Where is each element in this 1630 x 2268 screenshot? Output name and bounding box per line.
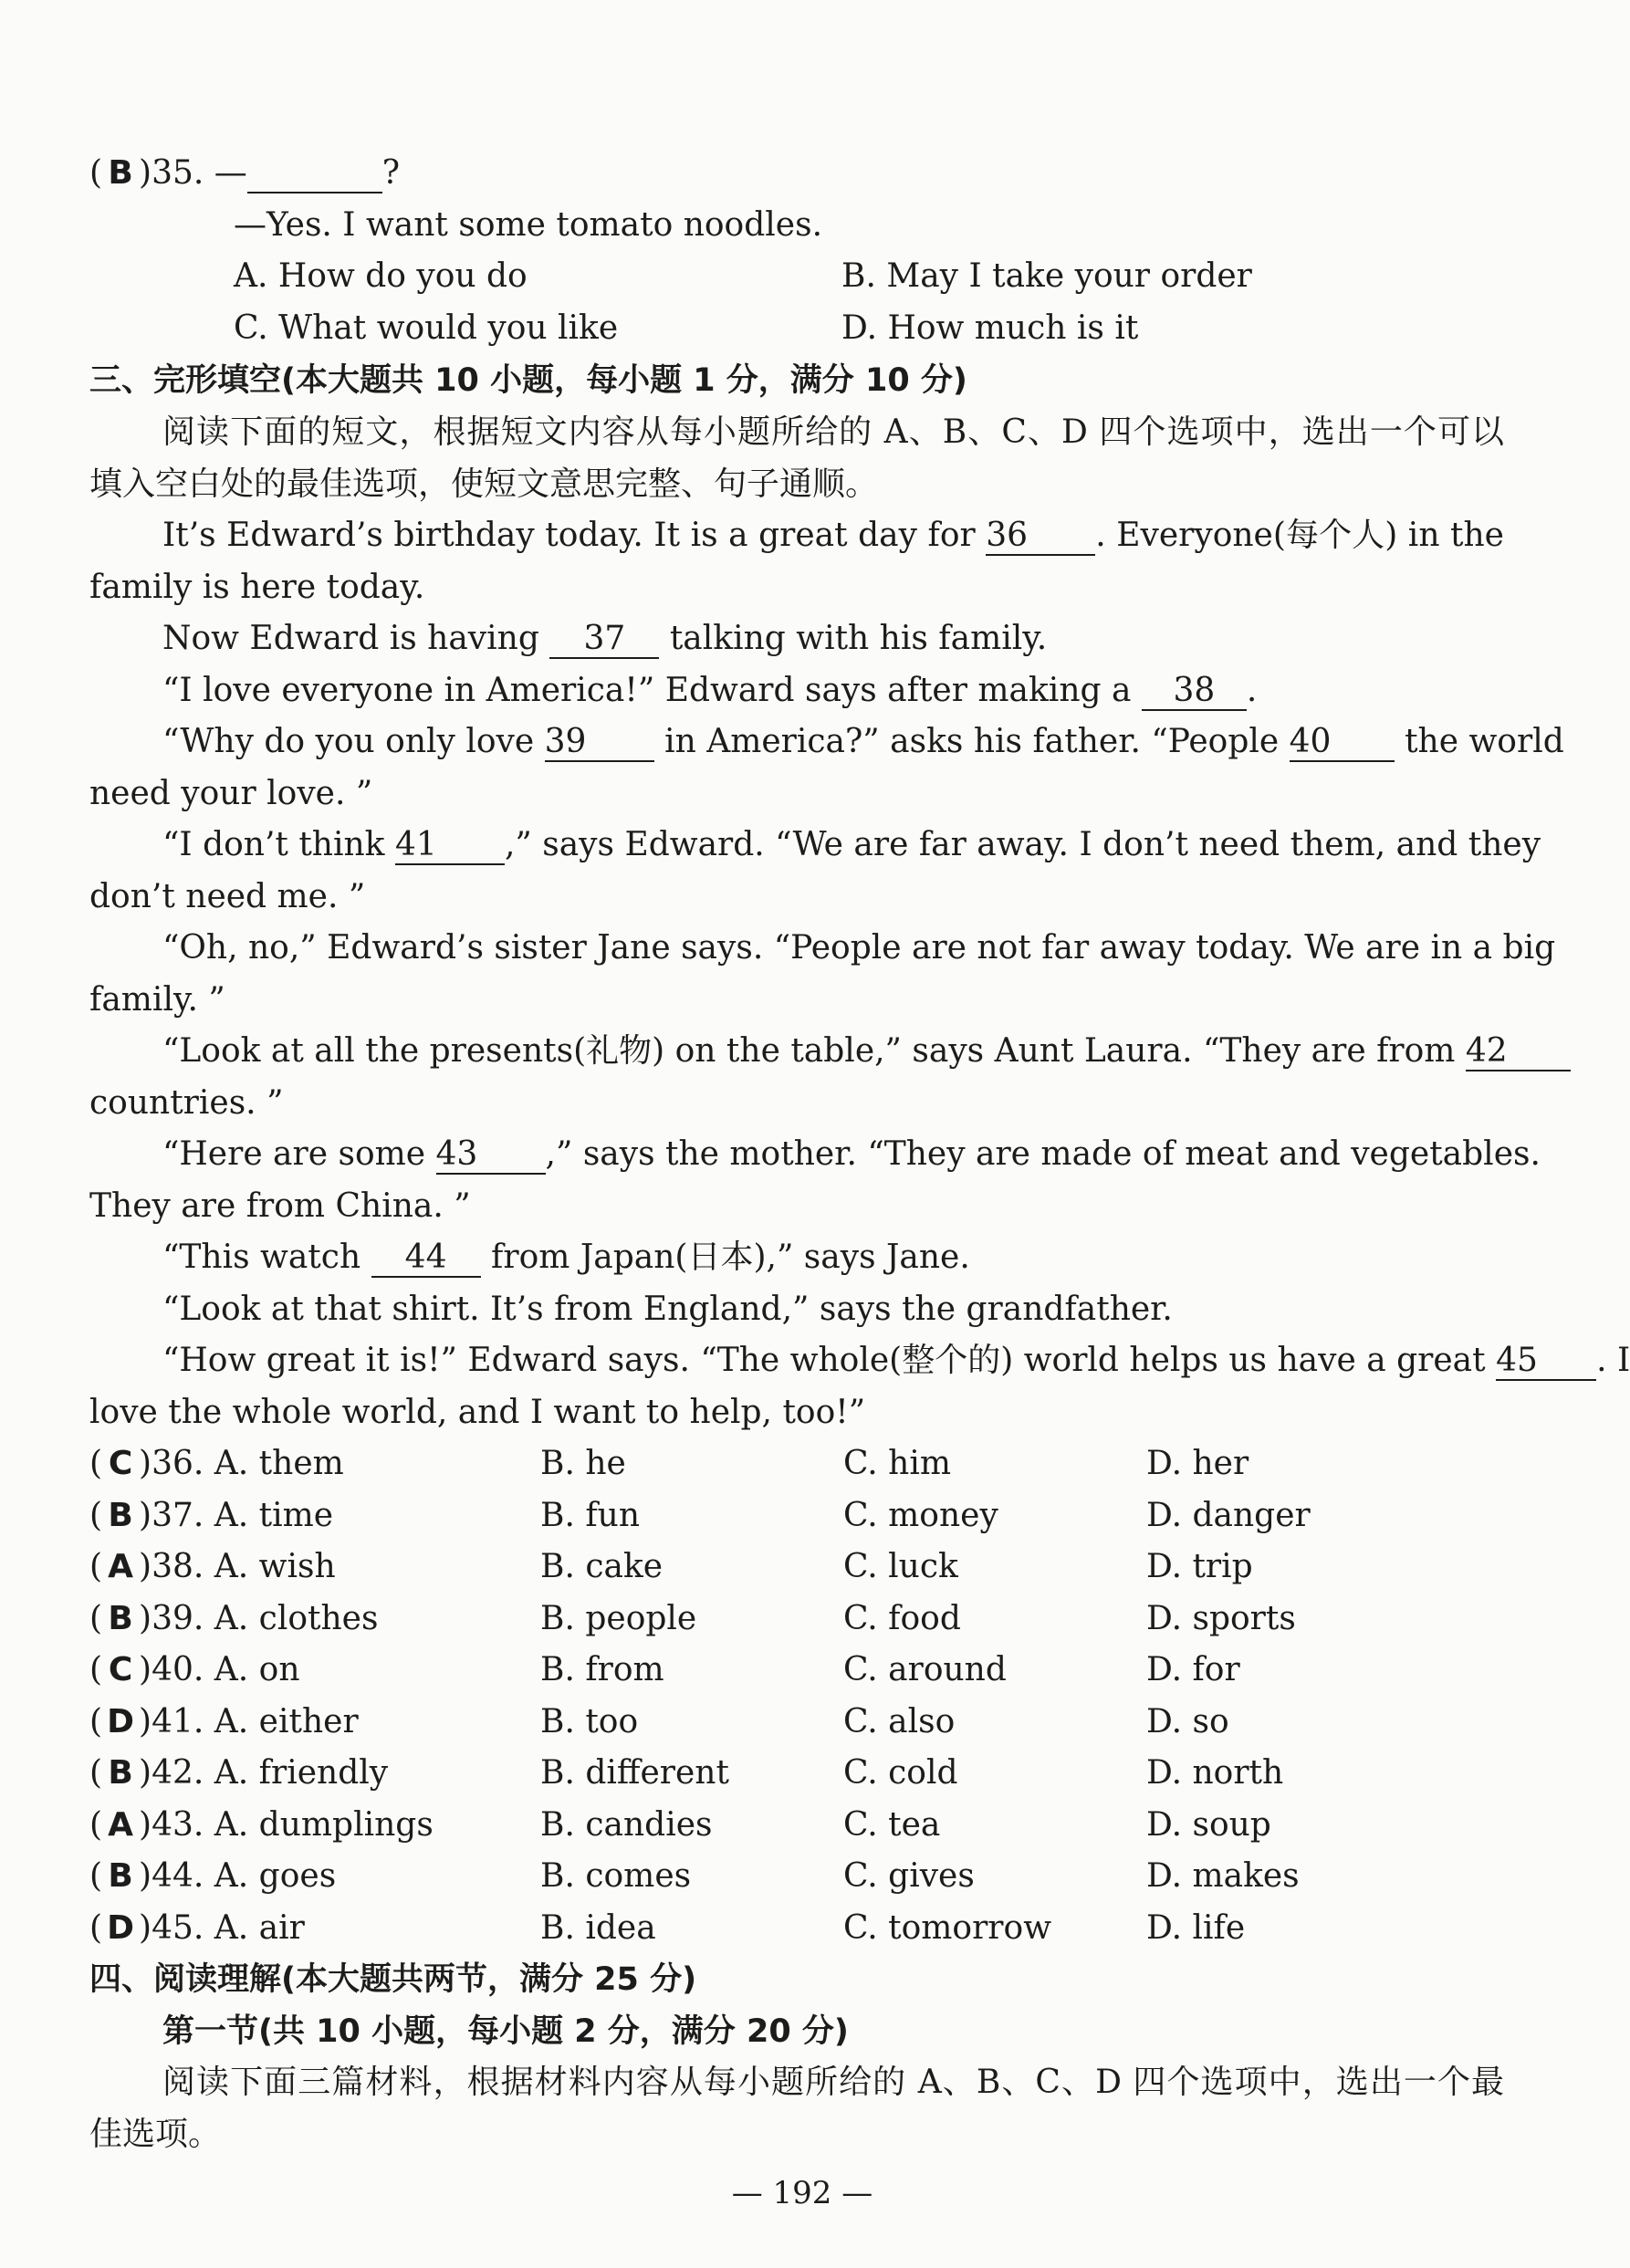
blank-39: 39 — [545, 724, 654, 762]
passage-paragraph-4-cont: need your love. ” — [89, 775, 373, 812]
section-3-instruction-cont: 填入空白处的最佳选项，使短文意思完整、句子通顺。 — [89, 465, 879, 503]
passage-paragraph-1: It’s Edward’s birthday today. It is a great day for 36 . Everyone(每个人) in the — [162, 517, 1504, 554]
passage-paragraph-8-cont: They are from China. ” — [89, 1187, 471, 1225]
answer-43: A — [108, 1806, 133, 1844]
answer-40: C — [108, 1651, 133, 1688]
blank-42: 42 — [1466, 1033, 1571, 1071]
passage-paragraph-9: “This watch 44 from Japan(日本),” says Jane. — [162, 1239, 970, 1276]
answer-44: B — [108, 1857, 133, 1895]
answer-41: D — [107, 1703, 134, 1740]
blank-36: 36 — [986, 517, 1095, 556]
blank-41: 41 — [395, 827, 505, 865]
passage-paragraph-3: “I love everyone in America!” Edward says after making a 38 . — [162, 672, 1258, 709]
passage-paragraph-2: Now Edward is having 37 talking with his family. — [162, 620, 1048, 657]
passage-paragraph-6-cont: family. ” — [89, 981, 225, 1019]
passage-paragraph-11: “How great it is!” Edward says. “The whole(整个的) world helps us have a great 45 . I — [162, 1342, 1630, 1379]
blank-45: 45 — [1496, 1343, 1596, 1381]
passage-paragraph-4: “Why do you only love 39 in America?” asks his father. “People 40 the world — [162, 723, 1564, 760]
section-4-instruction: 阅读下面三篇材料，根据材料内容从每小题所给的 A、B、C、D 四个选项中，选出一个最 — [162, 2064, 1504, 2101]
section-4-heading: 四、阅读理解(本大题共两节，满分 25 分) — [89, 1961, 697, 1998]
blank-44: 44 — [371, 1239, 481, 1278]
question-35-option-c: C. What would you like — [234, 309, 619, 347]
answer-39: B — [108, 1600, 133, 1637]
question-35-option-a: A. How do you do — [234, 257, 528, 295]
blank-43: 43 — [436, 1136, 546, 1175]
answer-45: D — [107, 1909, 134, 1947]
answer-38: A — [108, 1548, 133, 1585]
question-35-stem: ( B )35. — ? — [89, 151, 400, 196]
question-35-reply: —Yes. I want some tomato noodles. — [234, 206, 823, 244]
blank-38: 38 — [1142, 673, 1247, 711]
section-4-subheading: 第一节(共 10 小题，每小题 2 分，满分 20 分) — [162, 2013, 849, 2050]
passage-paragraph-5-cont: don’t need me. ” — [89, 878, 366, 915]
blank-37: 37 — [549, 621, 659, 659]
exam-page: ( B )35. — ? —Yes. I want some tomato noodles. A. How do you do B. May I take your order C. What would you like D. How much is it 三、完形填空(本大题共 10 小题，每小题 1 分，满分 10 分) 阅读下面的短文，根据短文内容从每小题所给的 A、B、C、D 四个选项中，选出一个可以 填入空白处的最佳选项，使短文意思完整、句子通顺。 It’s Edward’s birthday today. It is a great day for 36 . Everyone(每个人) in the family is here today. Now Edward is having 37 talking with his family. “I love everyone in America!” Edward says after making a 38 . “Why do you only love 39 in America?” asks his father. “People 40 the world need your love. ” “I don’t think 41 ,” says Edward. “We are far away. I don’t need them, and they don’t need me. ” “Oh, no,” Edward’s sister Jane says. “People are not far away today. We are in a big family. ” “Look at all the presents(礼物) on the table,” says Aunt Laura. “They are from 42 countries. ” “Here are some 43 ,” says the mother. “They are made of meat and vegetables. They are from China. ” “This watch 44 from Japan(日本),” says Jane. “Look at that shirt. It’s from England,” says the grandfather. “How great it is!” Edward says. “The whole(整个的) world helps us have a great 45 . I love the whole world, and I want to help, too!” ( C )36. A. them B. he C. him D. her ( B )37. A. time B. fun C. money D. danger ( A )38. A. wish B. cake C. luck D. trip ( B )39. A. clothes B. people C. food D. sports ( C )40. A. on B. from C. around D. for ( D )41. A. either B. too C. also D. so ( B )42. A. friendly B. different C. cold D. north ( A )43. A. dumplings B. candies C. tea D. soup ( B )44. A. goes B. comes C. gives D. makes ( D )45. A. air B. idea C. tomorrow D. life 四、阅读理解(本大题共两节，满分 25 分) 第一节(共 10 小题，每小题 2 分，满分 20 分) 阅读下面三篇材料，根据材料内容从每小题所给的 A、B、C、D 四个选项中，选出一个最 佳选项。 — 192 — — [0, 0, 1604, 2268]
passage-paragraph-1-cont: family is here today. — [89, 569, 425, 606]
section-4-instruction-cont: 佳选项。 — [89, 2116, 222, 2153]
passage-paragraph-8: “Here are some 43 ,” says the mother. “They are made of meat and vegetables. — [162, 1135, 1541, 1173]
blank-35 — [247, 155, 382, 193]
passage-paragraph-7-cont: countries. ” — [89, 1084, 284, 1122]
answer-36: C — [108, 1445, 133, 1482]
answer-35: B — [108, 154, 133, 192]
question-35-option-d: D. How much is it — [841, 309, 1139, 347]
section-3-instruction: 阅读下面的短文，根据短文内容从每小题所给的 A、B、C、D 四个选项中，选出一个可以 — [162, 413, 1504, 451]
page-number: — 192 — — [731, 2175, 873, 2211]
answer-42: B — [108, 1754, 133, 1792]
passage-paragraph-10: “Look at that shirt. It’s from England,” says the grandfather. — [162, 1291, 1173, 1328]
blank-40: 40 — [1290, 724, 1395, 762]
section-3-heading: 三、完形填空(本大题共 10 小题，每小题 1 分，满分 10 分) — [89, 362, 967, 399]
passage-paragraph-11-cont: love the whole world, and I want to help, too!” — [89, 1394, 866, 1431]
passage-paragraph-7: “Look at all the presents(礼物) on the table,” says Aunt Laura. “They are from 42 — [162, 1029, 1504, 1074]
answer-37: B — [108, 1497, 133, 1534]
passage-paragraph-5: “I don’t think 41 ,” says Edward. “We are far away. I don’t need them, and they — [162, 826, 1541, 863]
question-35-option-b: B. May I take your order — [841, 257, 1252, 295]
passage-paragraph-6: “Oh, no,” Edward’s sister Jane says. “People are not far away today. We are in a big — [162, 929, 1556, 967]
